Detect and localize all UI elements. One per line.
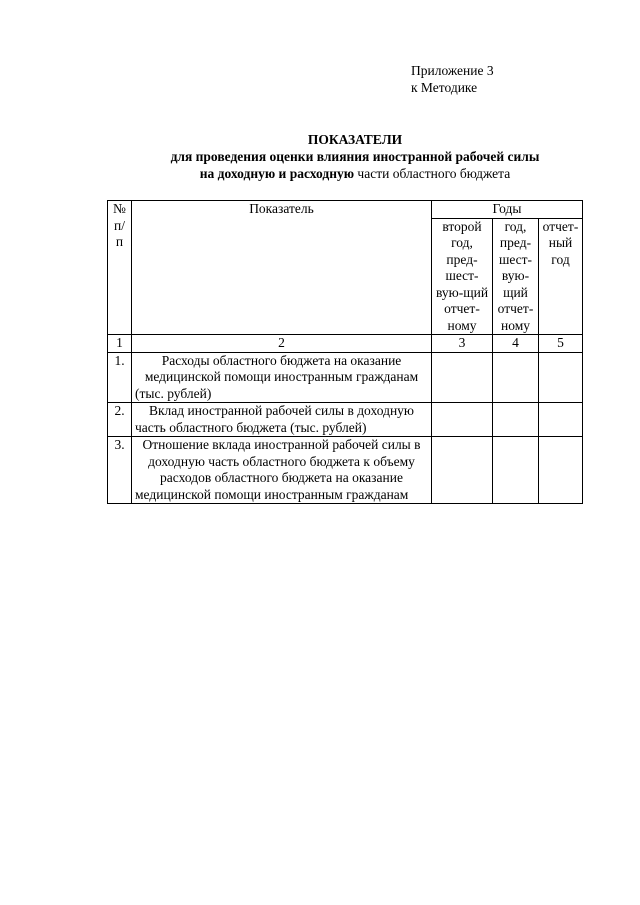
row-indicator: Расходы областного бюджета на оказание медицинской помощи иностранным гражданам (тыс. рублей)	[132, 352, 432, 403]
value-cell	[432, 403, 493, 437]
column-number: 3	[432, 335, 493, 353]
column-number: 2	[132, 335, 432, 353]
title-sub2-bold: на доходную и расходную	[199, 166, 355, 181]
appendix-line-2: к Методике	[411, 80, 478, 95]
row-indicator: Отношение вклада иностранной рабочей силы в доходную часть областного бюджета к объему расходов областного бюджета на оказание медицинской помощи иностранным гражданам	[132, 437, 432, 504]
document-title	[0, 131, 640, 182]
title-sub1-text: для проведения оценки влияния иностранной рабочей силы	[170, 149, 540, 164]
table-row	[108, 437, 583, 504]
value-cell	[539, 437, 583, 504]
header-years: Годы	[432, 201, 583, 219]
indicators-table	[107, 200, 583, 504]
row-number: 2.	[108, 403, 132, 437]
appendix-line-1: Приложение 3	[411, 63, 494, 78]
value-cell	[539, 352, 583, 403]
value-cell	[539, 403, 583, 437]
header-year-3: отчет-ный год	[539, 218, 583, 335]
row-indicator: Вклад иностранной рабочей силы в доходную часть областного бюджета (тыс. рублей)	[132, 403, 432, 437]
column-number: 5	[539, 335, 583, 353]
value-cell	[493, 437, 539, 504]
value-cell	[493, 403, 539, 437]
table-row	[108, 403, 583, 437]
header-indicator: Показатель	[132, 201, 432, 335]
column-number: 1	[108, 335, 132, 353]
title-subtitle-2	[0, 165, 640, 182]
row-number: 3.	[108, 437, 132, 504]
title-main: ПОКАЗАТЕЛИ	[307, 132, 403, 147]
table-row	[108, 352, 583, 403]
title-sub2-rest: части областного бюджета	[354, 166, 511, 181]
appendix-note	[411, 62, 494, 96]
header-num: № п/п	[108, 201, 132, 335]
value-cell	[432, 352, 493, 403]
column-number: 4	[493, 335, 539, 353]
value-cell	[432, 437, 493, 504]
header-year-1: второй год, пред-шест-вую-щий отчет-ному	[432, 218, 493, 335]
row-number: 1.	[108, 352, 132, 403]
value-cell	[493, 352, 539, 403]
header-year-2: год, пред-шест-вую-щий отчет-ному	[493, 218, 539, 335]
header-row-1	[108, 201, 583, 219]
column-number-row	[108, 335, 583, 353]
title-subtitle-1	[0, 148, 640, 165]
